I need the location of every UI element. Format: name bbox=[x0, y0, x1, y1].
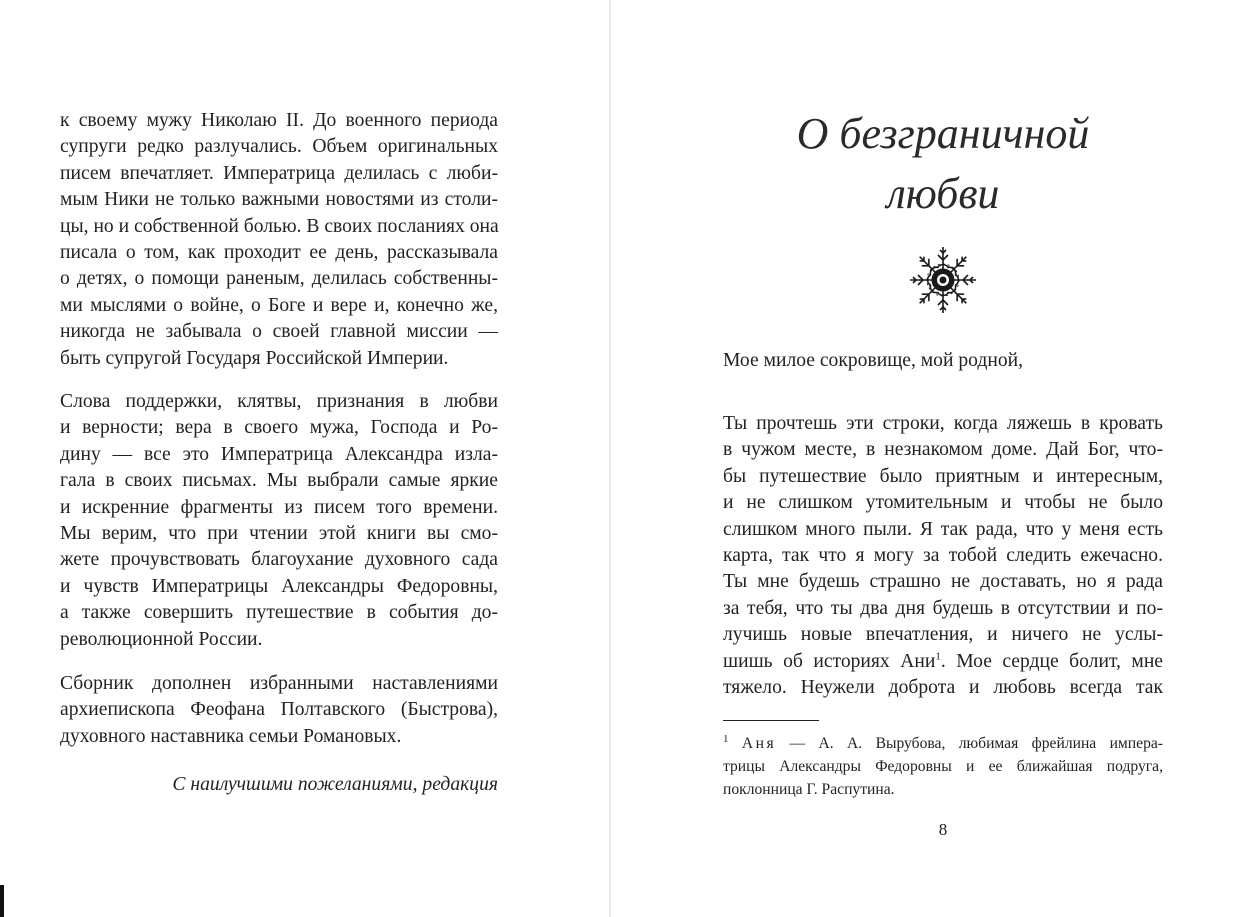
footnote-line: трицы Александры Федоровны и ее ближайшая подруга, bbox=[723, 758, 1163, 775]
right-page bbox=[723, 0, 1163, 917]
text-line: духовного наставника семьи Романовых. bbox=[60, 725, 402, 747]
text-line: и искренние фрагменты из писем того времени. bbox=[60, 496, 498, 518]
editor-signature: С наилучшими пожеланиями, редакция bbox=[172, 774, 498, 795]
footnote-line: поклонница Г. Распутина. bbox=[723, 781, 895, 798]
footnote-text: — А. А. Вырубова, любимая фрейлина импера- bbox=[789, 735, 1163, 752]
left-page bbox=[60, 0, 498, 917]
chapter-title bbox=[723, 104, 1163, 224]
text-line: супруги редко разлучались. Объем оригинальных bbox=[60, 136, 498, 158]
text-line: мым Ники не только важными новостями из столи- bbox=[60, 189, 498, 211]
snowflake-ornament-icon bbox=[908, 245, 978, 315]
text-line: гала в своих письмах. Мы выбрали самые яркие bbox=[60, 470, 498, 492]
page-number: 8 bbox=[938, 820, 948, 839]
text-line: тяжело. Неужели доброта и любовь всегда так bbox=[723, 677, 1163, 699]
text-line: архиепископа Феофана Полтавского (Быстрова), bbox=[60, 699, 498, 721]
text-line: дину — все это Императрица Александра изла- bbox=[60, 443, 498, 465]
left-paragraph-1 bbox=[60, 108, 498, 372]
text-fragment: шишь об историях Ани bbox=[723, 650, 936, 672]
text-line: бы путешествие было приятным и интересным, bbox=[723, 465, 1163, 487]
text-line: Слова поддержки, клятвы, признания в любви bbox=[60, 391, 498, 412]
text-line: Ты мне будешь страшно не доставать, но я рада bbox=[723, 571, 1163, 593]
left-paragraph-2 bbox=[60, 389, 498, 653]
footnote-line bbox=[723, 732, 1163, 755]
text-line: жете прочувствовать благоухание духовного сада bbox=[60, 549, 498, 571]
title-line: любви bbox=[886, 169, 1000, 218]
footnote bbox=[723, 732, 1163, 801]
text-line: в чужом месте, в незнакомом доме. Дай Бог, что- bbox=[723, 439, 1163, 461]
text-line: карта, так что я могу за тобой следить ежечасно. bbox=[723, 545, 1163, 567]
footnote-divider bbox=[723, 720, 819, 721]
text-line: писала о том, как проходит ее день, рассказывала bbox=[60, 242, 498, 264]
text-line: и верности; вера в своего мужа, Господа и Ро- bbox=[60, 417, 498, 439]
page-gutter bbox=[609, 0, 611, 917]
letter-body bbox=[723, 411, 1163, 701]
text-line: к своему мужу Николаю II. До военного периода bbox=[60, 110, 498, 131]
text-line: о детях, о помощи раненым, делилась собственны- bbox=[60, 268, 498, 290]
text-line: цы, но и собственной болью. В своих посланиях она bbox=[60, 215, 499, 237]
left-paragraph-3 bbox=[60, 671, 498, 750]
text-line: революционной России. bbox=[60, 628, 263, 650]
text-line: и не слишком утомительным и чтобы не было bbox=[723, 492, 1163, 514]
text-line: ми мыслями о войне, о Боге и вере и, конечно же, bbox=[60, 294, 498, 316]
footnote-term: Аня bbox=[741, 735, 777, 752]
text-fragment: Мое сердце болит, мне bbox=[956, 650, 1164, 672]
text-line: и чувств Императрицы Александры Федоровны, bbox=[60, 575, 498, 597]
text-line: никогда не забывала о своей главной миссии — bbox=[60, 321, 498, 343]
text-line: слишком много пыли. Я так рада, что у меня есть bbox=[723, 518, 1163, 540]
text-line: быть супругой Государя Российской Империи. bbox=[60, 347, 449, 369]
text-line: Ты прочтешь эти строки, когда ляжешь в кровать bbox=[723, 413, 1163, 434]
text-line: а также совершить путешествие в события до- bbox=[60, 602, 498, 624]
text-line: лучишь новые впечатления, и ничего не услы- bbox=[723, 624, 1163, 646]
title-line: О безграничной bbox=[796, 109, 1090, 158]
text-line: Мы верим, что при чтении этой книги вы смо- bbox=[60, 523, 498, 545]
letter-greeting: Мое милое сокровище, мой родной, bbox=[723, 350, 1024, 371]
footnote-reference[interactable]: 1 bbox=[935, 650, 941, 663]
footnote-marker: 1 bbox=[723, 732, 729, 745]
text-line: за тебя, что ты два дня будешь в отсутствии и по- bbox=[723, 597, 1163, 619]
text-line-with-footnote: шишь об историях Ани$^1$. Мое сердце болит, мне bbox=[723, 650, 1164, 672]
text-line: Сборник дополнен избранными наставлениями bbox=[60, 673, 498, 694]
edge-mark bbox=[0, 885, 4, 917]
text-line: писем впечатляет. Императрица делилась с люби- bbox=[60, 162, 498, 184]
